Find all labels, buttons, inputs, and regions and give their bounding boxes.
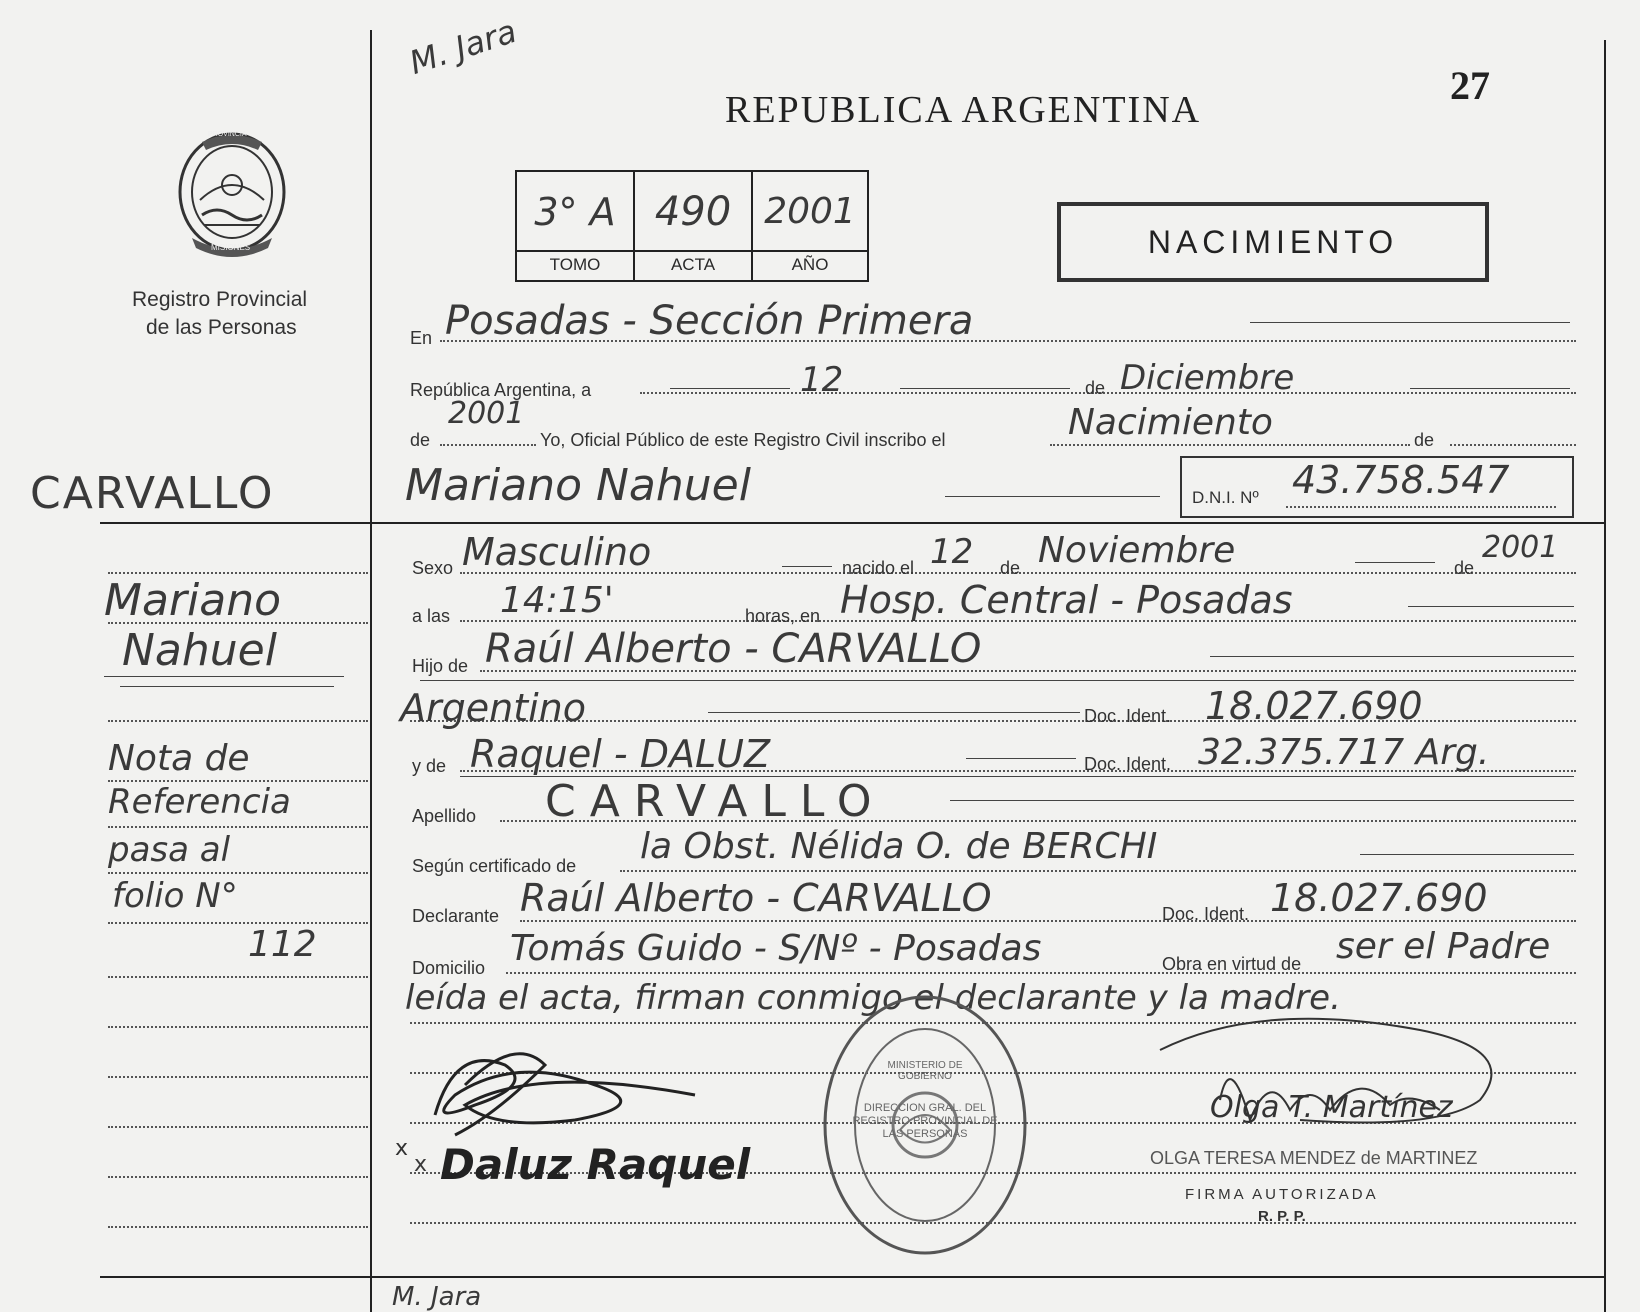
tomo-header: TOMO [517, 252, 635, 280]
label-nacido: nacido el [842, 558, 915, 578]
margin-dots-7 [108, 922, 368, 924]
label-doc-1: Doc. Ident. [1084, 706, 1172, 726]
margin-dots-8 [108, 976, 368, 978]
line-day-a [670, 388, 790, 389]
margin-dots-5 [108, 826, 368, 828]
label-en: En [410, 328, 433, 348]
margin-note-3: pasa al [108, 830, 231, 870]
margin-dots-2 [108, 622, 368, 624]
label-de-1: de [1085, 378, 1106, 398]
authorized-signature: FIRMA AUTORIZADA [1185, 1186, 1379, 1203]
line-apellido [950, 800, 1574, 801]
mother-signature: Daluz Raquel [440, 1140, 751, 1189]
margin-dots-13 [108, 1226, 368, 1228]
margin-note-4: folio N° [112, 876, 238, 916]
value-sex: Masculino [462, 530, 652, 574]
acta-value: 490 [635, 172, 753, 252]
right-column-border [1604, 40, 1606, 1312]
mother-signature-x: x [414, 1152, 428, 1177]
dots-yo [440, 444, 536, 446]
value-address: Tomás Guido - S/Nº - Posadas [510, 928, 1042, 969]
line-father [1210, 656, 1574, 657]
label-domicilio: Domicilio [412, 958, 486, 978]
margin-dots-11 [108, 1126, 368, 1128]
act-type-box [1057, 202, 1489, 282]
label-obra: Obra en virtud de [1162, 954, 1302, 974]
record-table [515, 170, 869, 282]
margin-dots-6 [108, 872, 368, 874]
line-en [1250, 322, 1570, 323]
line-sexo [782, 566, 832, 567]
label-segun: Según certificado de [412, 856, 577, 876]
value-month: Diciembre [1120, 358, 1295, 398]
value-father: Raúl Alberto - CARVALLO [485, 626, 982, 672]
line-segun [1360, 854, 1574, 855]
province-emblem [172, 130, 292, 260]
line-child [945, 496, 1160, 497]
value-declarant: Raúl Alberto - CARVALLO [520, 876, 992, 920]
official-signature: Olga T. Martínez [1210, 1090, 1453, 1125]
left-column-border [370, 30, 372, 1312]
line-nationality-top [420, 680, 1574, 681]
registry-name-line2: de las Personas [146, 316, 297, 339]
corner-note: M. Jara [404, 11, 521, 83]
registry-name-line1: Registro Provincial [132, 288, 308, 311]
dots-segun [620, 870, 1576, 872]
value-declarant-doc: 18.027.690 [1270, 876, 1488, 920]
label-doc-2: Doc. Ident. [1084, 754, 1172, 774]
margin-given-2: Nahuel [122, 625, 277, 676]
act-type-title: NACIMIENTO [1147, 224, 1399, 260]
label-horas: horas, en [745, 606, 821, 626]
emblem-top-text: PROVINCIA [208, 131, 247, 138]
label-de-2: de [410, 430, 431, 450]
dni-box [1180, 456, 1574, 518]
label-de-4: de [1000, 558, 1021, 578]
value-place: Posadas - Sección Primera [445, 298, 974, 344]
ano-value: 2001 [753, 172, 867, 252]
value-birth-year: 2001 [1482, 530, 1559, 565]
dots-declarante [520, 920, 1576, 922]
value-birth-place: Hosp. Central - Posadas [840, 578, 1293, 622]
acta-header: ACTA [635, 252, 753, 280]
label-republica: República Argentina, a [410, 380, 592, 400]
label-sexo: Sexo [412, 558, 454, 578]
dots-domicilio [506, 972, 1576, 974]
margin-underline-b [120, 686, 334, 687]
section-divider [100, 522, 1604, 524]
country-title: REPUBLICA ARGENTINA [725, 89, 1202, 131]
seal-ministry: MINISTERIO DE GOBIERNO [887, 1060, 963, 1082]
margin-given-1: Mariano [104, 575, 282, 626]
value-birth-month: Noviembre [1038, 530, 1236, 571]
line-day-b [900, 388, 1070, 389]
page-number: 27 [1450, 63, 1490, 108]
dots-de-3 [1450, 444, 1576, 446]
label-y-de: y de [412, 756, 447, 776]
label-hijo: Hijo de [412, 656, 469, 676]
official-name: OLGA TERESA MENDEZ de MARTINEZ [1150, 1148, 1478, 1168]
margin-dots-9 [108, 1026, 368, 1028]
label-dni: D.N.I. Nº [1192, 488, 1259, 507]
margin-dots-3 [108, 720, 368, 722]
label-apellido: Apellido [412, 806, 477, 826]
value-year: 2001 [448, 396, 525, 431]
ano-header: AÑO [791, 255, 829, 274]
line-month-2 [1355, 562, 1435, 563]
margin-dots-10 [108, 1076, 368, 1078]
value-child-name: Mariano Nahuel [405, 460, 751, 511]
margin-note-5: 112 [248, 924, 317, 965]
value-closing: leída el acta, firman conmigo el declarante y la madre. [405, 978, 1341, 1018]
bottom-divider [100, 1276, 1604, 1278]
value-father-doc: 18.027.690 [1205, 684, 1423, 728]
margin-note-2: Referencia [108, 782, 291, 822]
authorized-abbr: R. P. P. [1258, 1208, 1306, 1225]
margin-note-1: Nota de [108, 738, 250, 779]
dots-act [1050, 444, 1410, 446]
value-surname: CARVALLO [545, 776, 886, 827]
label-yo: Yo, Oficial Público de este Registro Civil inscribo el [540, 430, 946, 450]
label-de-3: de [1414, 430, 1435, 450]
value-by-virtue: ser el Padre [1336, 926, 1551, 967]
margin-surname: CARVALLO [30, 468, 275, 519]
label-declarante: Declarante [412, 906, 500, 926]
value-time: 14:15' [500, 580, 614, 621]
margin-dots-1 [108, 572, 368, 574]
value-birth-day: 12 [930, 532, 974, 572]
svg-text:x: x [395, 1136, 409, 1161]
seal-text: DIRECCION GRAL. DEL REGISTRO PROVINCIAL DE LAS PERSONAS [852, 1102, 998, 1140]
footer-note: M. Jara [392, 1282, 482, 1312]
line-nationality [708, 712, 1080, 713]
value-day: 12 [800, 360, 844, 400]
tomo-value: 3° A [517, 172, 635, 252]
dots-republica [640, 392, 1576, 394]
dots-dni [1286, 506, 1556, 508]
margin-dots-12 [108, 1176, 368, 1178]
emblem-bottom-text: MISIONES [211, 243, 251, 252]
margin-underline-a [104, 676, 344, 677]
value-act-kind: Nacimiento [1068, 402, 1273, 443]
value-mother-doc: 32.375.717 Arg. [1198, 732, 1490, 773]
label-de-5: de [1454, 558, 1475, 578]
label-doc-3: Doc. Ident. [1162, 904, 1250, 924]
line-month [1410, 388, 1570, 389]
value-certifier: la Obst. Nélida O. de BERCHI [640, 826, 1158, 867]
line-mother [966, 758, 1076, 759]
value-mother: Raquel - DALUZ [470, 732, 770, 776]
value-dni: 43.758.547 [1292, 458, 1510, 502]
official-signature-flourish [1140, 1010, 1520, 1150]
value-father-nationality: Argentino [400, 686, 586, 730]
label-a-las: a las [412, 606, 451, 626]
line-place [1408, 606, 1574, 607]
